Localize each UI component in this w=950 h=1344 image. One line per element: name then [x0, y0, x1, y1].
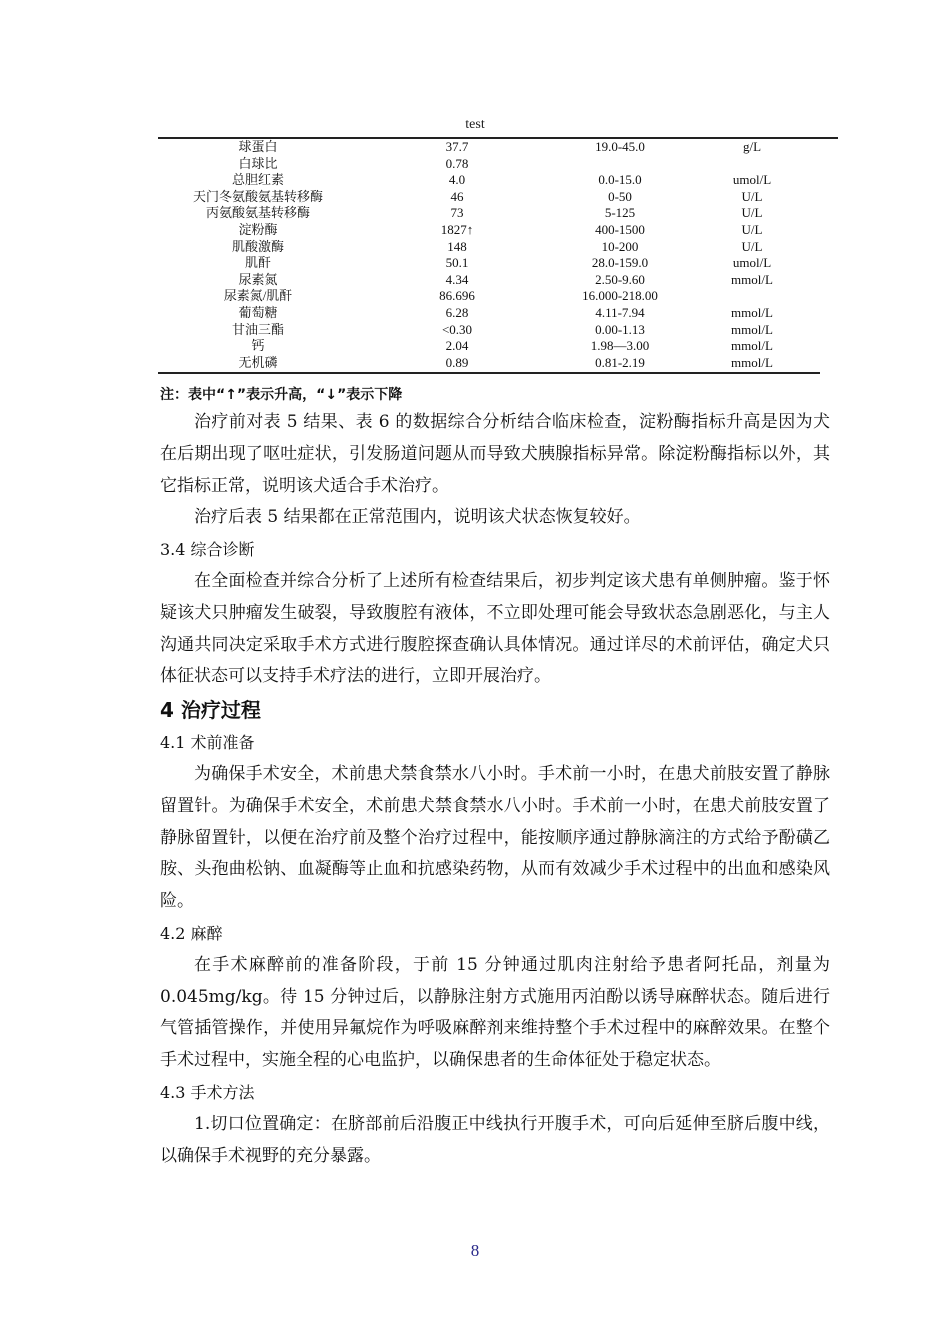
table-row: [158, 272, 820, 289]
reference-range-cell: 19.0-45.0: [595, 139, 645, 154]
unit-cell: [684, 288, 820, 305]
table-row: [158, 139, 820, 156]
table-row: [158, 189, 820, 206]
paragraph-analysis: 治疗前对表 5 结果、表 6 的数据综合分析结合临床检查，淀粉酶指标升高是因为犬在后期出现了呕吐症状，引发肠道问题从而导致犬胰腺指标异常。除淀粉酶指标以外，其它指标正常，说明该犬适合手术治疗。: [160, 412, 830, 496]
item-value-cell: 4.0: [448, 172, 466, 188]
reference-range-cell: 400-1500: [595, 221, 645, 237]
unit-cell: mmol/L: [731, 321, 773, 337]
table-note: 注：表中“↑”表示升高，“↓”表示下降: [160, 387, 403, 403]
item-name-cell: 白球比: [238, 155, 278, 171]
reference-range-cell: 4.11-7.94: [595, 304, 645, 320]
reference-range-cell: 28.0-159.0: [591, 255, 649, 271]
item-name-cell: 无机磷: [238, 354, 278, 370]
item-name-cell: 天门冬氨酸氨基转移酶: [192, 188, 323, 204]
reference-range-cell: 1.98—3.00: [590, 338, 650, 354]
heading-4-1: 4.1 术前准备: [160, 733, 255, 753]
table-row: [158, 255, 820, 272]
heading-4-3: 4.3 手术方法: [160, 1082, 255, 1102]
table-row: [158, 205, 820, 222]
unit-cell: U/L: [741, 238, 763, 254]
table-row: [158, 156, 820, 173]
reference-range-cell: [556, 156, 684, 173]
paragraph-anesthesia: 在手术麻醉前的准备阶段，于前 15 分钟通过肌肉注射给予患者阿托品，剂量为 0.045mg/kg。待 15 分钟过后，以静脉注射方式施用丙泊酚以诱导麻醉状态。随后进行气管插管操作，并使用异氟烷作为呼吸麻醉剂来维持整个手术过程中的麻醉效果。在整个手术过程中，实施全程的心电监护，以确保患者的生命体征处于稳定状态。: [160, 954, 830, 1071]
unit-cell: umol/L: [732, 255, 772, 271]
reference-range-cell: 2.50-9.60: [595, 271, 645, 287]
heading-4-2: 4.2 麻醉: [160, 923, 223, 943]
page-number: 8: [470, 1241, 480, 1260]
item-name-cell: 钙: [251, 338, 265, 354]
unit-cell: U/L: [741, 205, 763, 221]
unit-cell: mmol/L: [731, 338, 773, 354]
main-text: [160, 407, 830, 1172]
reference-range-cell: 10-200: [601, 238, 639, 254]
table-bottom-rule: [158, 372, 820, 374]
item-value-cell: 0.78: [445, 155, 469, 171]
item-name-cell: 甘油三酯: [231, 321, 284, 337]
item-value-cell: 46: [450, 188, 464, 204]
item-name-cell: 葡萄糖: [238, 304, 278, 320]
table-row: [158, 288, 820, 305]
unit-cell: mmol/L: [731, 271, 773, 287]
heading-3-4: 3.4 综合诊断: [160, 540, 255, 560]
item-value-cell: 1827↑: [440, 221, 474, 237]
item-name-cell: 尿素氮/肌酐: [223, 288, 293, 304]
table-row: [158, 239, 820, 256]
item-value-cell: 4.34: [445, 271, 469, 287]
item-name-cell: 肌酸激酶: [231, 238, 284, 254]
item-name-cell: 肌酐: [244, 255, 271, 271]
lab-results-table: [158, 139, 820, 371]
reference-range-cell: 0.00-1.13: [595, 321, 645, 337]
table-caption: test: [465, 117, 485, 132]
heading-4: 4 治疗过程: [160, 698, 261, 723]
table-row: [158, 172, 820, 189]
item-value-cell: <0.30: [441, 321, 473, 337]
unit-cell: [684, 156, 820, 173]
reference-range-cell: 16.000-218.00: [582, 288, 658, 304]
table-row: [158, 222, 820, 239]
item-value-cell: 37.7: [445, 139, 469, 154]
paragraph-diagnosis: 在全面检查并综合分析了上述所有检查结果后，初步判定该犬患有单侧肿瘤。鉴于怀疑该犬只肿瘤发生破裂，导致腹腔有液体，不立即处理可能会导致状态急剧恶化，与主人沟通共同决定采取手术方式进行腹腔探查确认具体情况。通过详尽的术前评估，确定犬只体征状态可以支持手术疗法的进行，立即开展治疗。: [160, 570, 830, 687]
item-value-cell: 50.1: [445, 255, 469, 271]
unit-cell: U/L: [741, 221, 763, 237]
reference-range-cell: 5-125: [604, 205, 636, 221]
paragraph-post-treatment: 治疗后表 5 结果都在正常范围内，说明该犬状态恢复较好。: [194, 507, 641, 528]
unit-cell: g/L: [742, 139, 762, 154]
reference-range-cell: 0-50: [608, 188, 632, 204]
reference-range-cell: 0.0-15.0: [598, 172, 642, 188]
item-name-cell: 尿素氮: [238, 271, 278, 287]
unit-cell: U/L: [741, 188, 763, 204]
paragraph-method: 1.切口位置确定：在脐部前后沿腹正中线执行开腹手术，可向后延伸至脐后腹中线，以确保手术视野的充分暴露。: [160, 1113, 830, 1166]
item-value-cell: 73: [450, 205, 464, 221]
table-row: [158, 305, 820, 322]
paragraph-preparation: 为确保手术安全，术前患犬禁食禁水八小时。手术前一小时，在患犬前肢安置了静脉留置针。为确保手术安全，术前患犬禁食禁水八小时。手术前一小时，在患犬前肢安置了静脉留置针，以便在治疗前及整个治疗过程中，能按顺序通过静脉滴注的方式给予酚磺乙胺、头孢曲松钠、血凝酶等止血和抗感染药物，从而有效减少手术过程中的出血和感染风险。: [160, 763, 830, 912]
item-value-cell: 0.89: [445, 354, 469, 370]
item-value-cell: 148: [447, 238, 467, 254]
item-name-cell: 总胆红素: [231, 172, 284, 188]
table-row: [158, 322, 820, 339]
item-name-cell: 丙氨酸氨基转移酶: [205, 205, 310, 221]
item-name-cell: 淀粉酶: [238, 221, 278, 237]
unit-cell: umol/L: [732, 172, 772, 188]
table-row: [158, 338, 820, 355]
unit-cell: mmol/L: [731, 304, 773, 320]
item-name-cell: 球蛋白: [238, 139, 278, 154]
item-value-cell: 6.28: [445, 304, 469, 320]
item-value-cell: 86.696: [439, 288, 475, 304]
table-row: [158, 355, 820, 372]
item-value-cell: 2.04: [445, 338, 469, 354]
unit-cell: mmol/L: [731, 354, 773, 370]
reference-range-cell: 0.81-2.19: [595, 354, 645, 370]
